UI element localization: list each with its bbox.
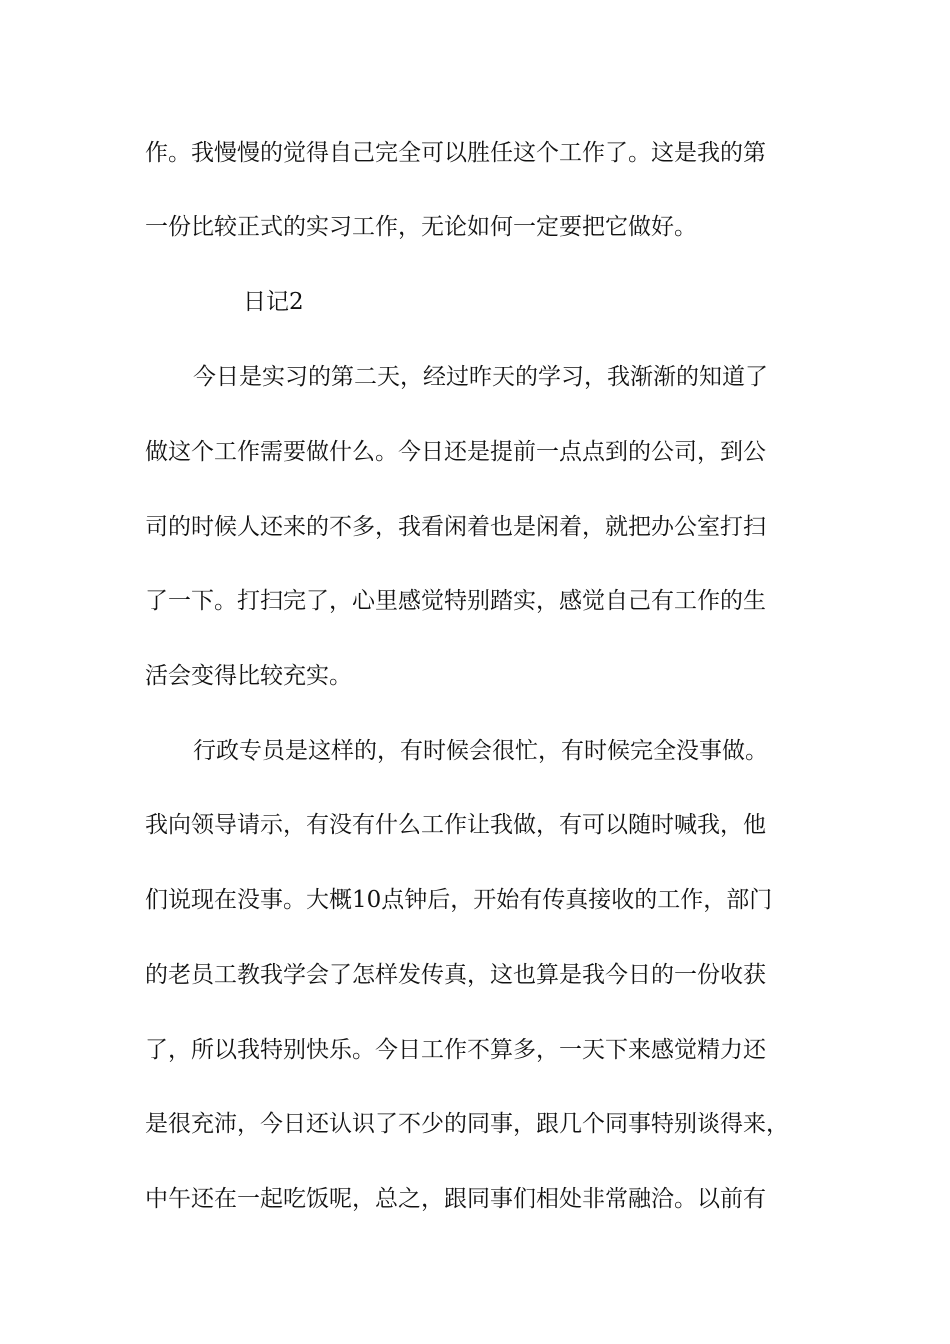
text-line: 作。我慢慢的觉得自己完全可以胜任这个工作了。这是我的第 [145,140,766,166]
text-line: 了一下。打扫完了，心里感觉特别踏实，感觉自己有工作的生 [145,588,766,614]
paragraph-first-line: 行政专员是这样的，有时候会很忙，有时候完全没事做。 [193,738,768,764]
text-line: 我向领导请示，有没有什么工作让我做，有可以随时喊我，他 [145,812,766,838]
text-line: 们说现在没事。大概10点钟后，开始有传真接收的工作，部门 [145,887,773,913]
text-line: 了，所以我特别快乐。今日工作不算多，一天下来感觉精力还 [145,1037,766,1063]
text-line: 活会变得比较充实。 [145,663,352,689]
text-line: 是很充沛，今日还认识了不少的同事，跟几个同事特别谈得来， [145,1111,789,1137]
text-line: 一份比较正式的实习工作，无论如何一定要把它做好。 [145,214,697,240]
text-line: 司的时候人还来的不多，我看闲着也是闲着，就把办公室打扫 [145,514,766,540]
diary-heading: 日记2 [243,289,304,315]
text-line: 的老员工教我学会了怎样发传真，这也算是我今日的一份收获 [145,962,766,988]
text-line: 中午还在一起吃饭呢，总之，跟同事们相处非常融洽。以前有 [145,1186,766,1212]
text-line: 做这个工作需要做什么。今日还是提前一点点到的公司，到公 [145,439,766,465]
paragraph-first-line: 今日是实习的第二天，经过昨天的学习，我渐渐的知道了 [193,364,768,390]
